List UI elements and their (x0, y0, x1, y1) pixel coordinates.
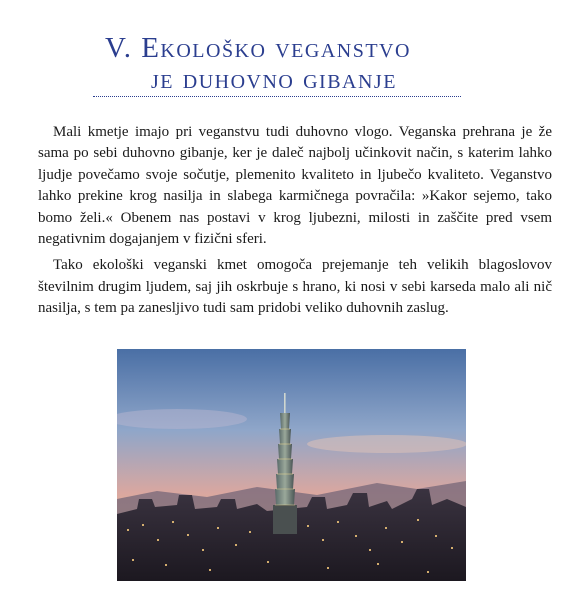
chapter-heading (95, 33, 461, 95)
paragraph-2: Tako ekološki veganski kmet omogoča prejemanje teh velikih blagoslovov številnim drugim ljudem, saj jih oskrbuje s hrano, ki nosi v sebi karseda malo ali nič nasilja, s tem pa zanesljivo tudi sam pridobi veliko duhovnih zaslug. (38, 257, 552, 317)
body-text (38, 122, 552, 325)
chapter-heading-line-1: V. Ekološko veganstvo (105, 32, 411, 64)
city-skyline-photo (117, 349, 466, 581)
chapter-heading-line-2: je duhovno gibanje (151, 63, 397, 95)
paragraph-1: Mali kmetje imajo pri veganstvu tudi duhovno vlogo. Veganska prehrana je že sama po sebi duhovno gibanje, ker je daleč najbolj učinkovit način, s katerim lahko ljudje povečamo svoje sočutje, plemenito kvaliteto in ljubečo kvaliteto. Veganstvo lahko prekine krog nasilja in slabega karmičnega povračila: »Kakor sejemo, tako bomo želi.« Obenem nas postavi v krog ljubezni, milosti in zaščite pred vsem negativnim dogajanjem v fizični sferi. (38, 124, 552, 248)
heading-dotted-rule (93, 96, 461, 97)
